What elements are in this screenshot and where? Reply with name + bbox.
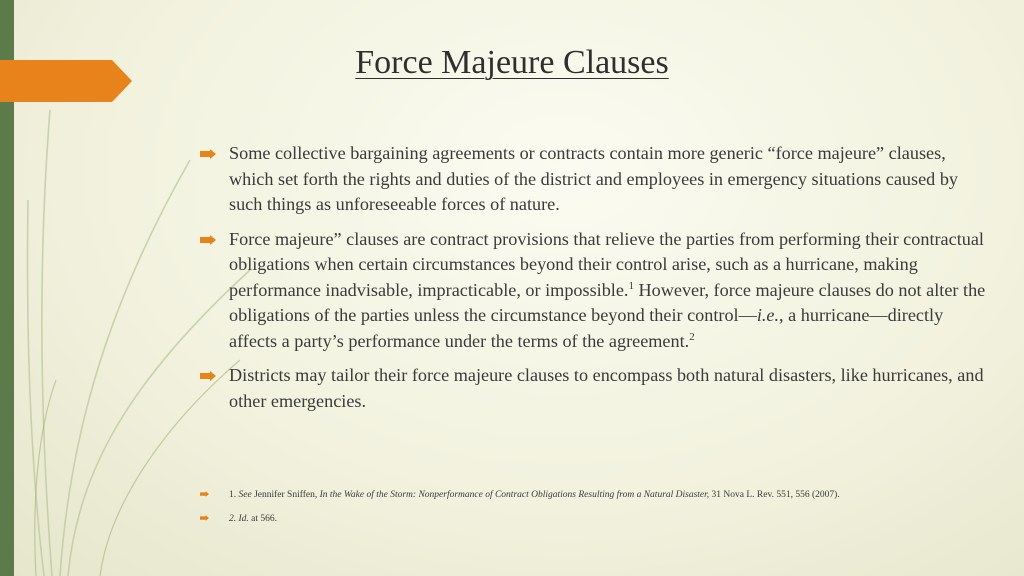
footnote-id: Id. (238, 514, 249, 524)
footnote-2 (200, 512, 1024, 526)
footnote-rest: at 566. (248, 514, 278, 524)
bullet-item-3 (200, 363, 990, 414)
bullet-item-1 (200, 141, 990, 218)
footnote-1 (200, 488, 1024, 502)
bullet-text: Some collective bargaining agreements or contracts contain more generic “force majeure” clauses, which set forth the rights and duties of the district and employees in emergency situations caused by such things as unforeseeable forces of nature. (229, 143, 959, 214)
footnote-citation: 31 Nova L. Rev. 551, 556 (2007). (709, 490, 840, 500)
footnote-number: 2. (229, 514, 237, 524)
footnote-signal: See (238, 490, 252, 500)
footnote-title: In the Wake of the Storm: Nonperformance of Contract Obligations Resulting from a Natural Disaster, (319, 490, 710, 500)
footnote-ref-1: 1 (628, 279, 634, 292)
bullet-arrow-icon (200, 235, 216, 245)
bullet-arrow-icon (200, 149, 216, 159)
bullet-arrow-icon (200, 491, 209, 497)
bullet-arrow-icon (200, 515, 209, 521)
footnote-ref-2: 2 (689, 330, 695, 343)
bullet-text-part2: However, force majeure clauses do not alter the obligations of the parties unless the circumstance beyond their control— (229, 279, 986, 325)
slide-title: Force Majeure Clauses (355, 44, 669, 81)
bullet-list (200, 141, 990, 423)
bullet-text-italic: i.e. (756, 305, 780, 325)
bullet-text-part1: Force majeure” clauses are contract provisions that relieve the parties from performing their contractual obligations when certain circumstances beyond their control arise, such as a hurricane, making performance inadvisable, impracticable, or impossible. (229, 228, 984, 300)
bullet-text: Districts may tailor their force majeure clauses to encompass both natural disasters, like hurricanes, and other emergencies. (229, 365, 984, 411)
footnote-number: 1. (229, 490, 237, 500)
bullet-item-2 (200, 227, 990, 355)
bullet-arrow-icon (200, 371, 216, 381)
bullet-text-part3: , a hurricane—directly affects a party’s performance under the terms of the agreement. (229, 305, 944, 351)
footnote-author: Jennifer Sniffen, (251, 490, 320, 500)
